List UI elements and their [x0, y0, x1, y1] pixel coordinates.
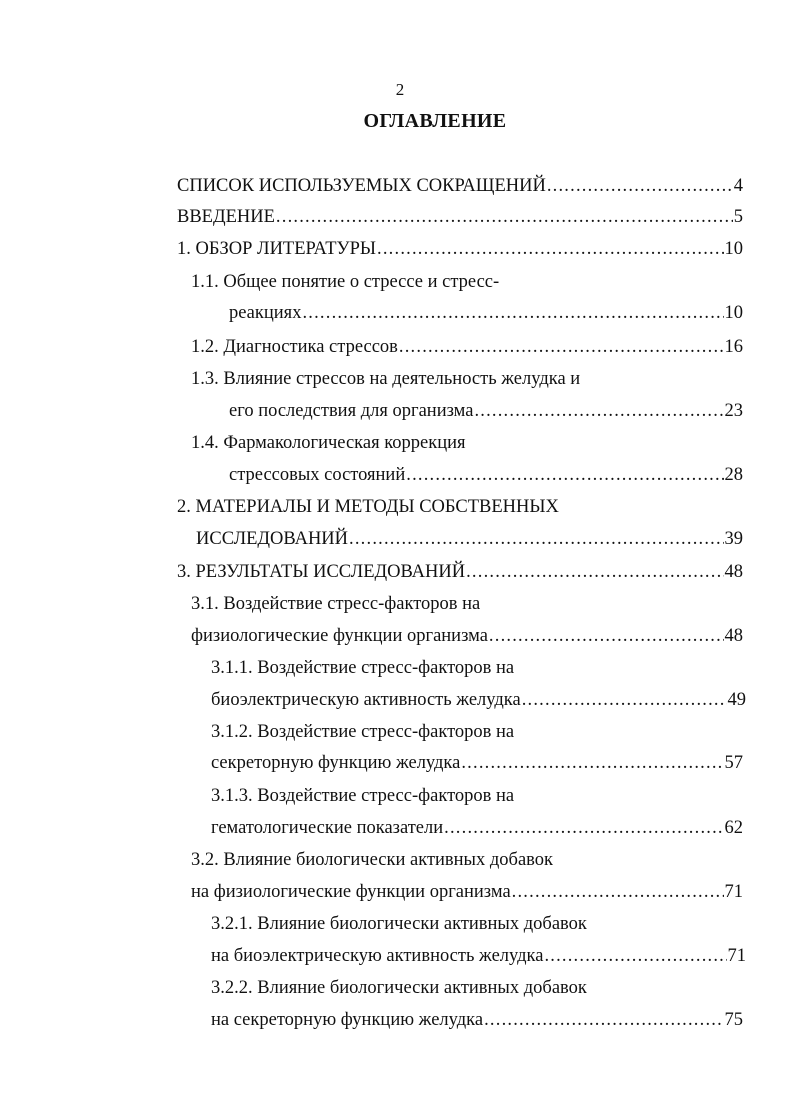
toc-entry-text: реакциях [229, 303, 302, 323]
toc-leader-dots [483, 1007, 723, 1033]
toc-entry-text: ИССЛЕДОВАНИЙ [196, 529, 349, 549]
toc-entry-3-1 [191, 623, 743, 649]
toc-entry-1-4 [229, 462, 743, 488]
toc-leader-dots [348, 526, 723, 552]
toc-entry-3-2-1 [211, 943, 746, 969]
page-title: ОГЛАВЛЕНИЕ [363, 110, 507, 132]
toc-leader-dots [443, 815, 723, 841]
toc-entry-text: ВВЕДЕНИЕ [177, 207, 275, 227]
toc-page-number: 39 [724, 529, 743, 549]
toc-entry-text: на биоэлектрическую активность желудка [211, 946, 544, 966]
page-number: 2 [395, 80, 405, 99]
toc-entry-3-1-1-line1: 3.1.1. Воздействие стресс-факторов на [211, 658, 515, 678]
toc-page-number: 49 [727, 690, 746, 710]
toc-leader-dots [521, 687, 727, 713]
toc-entry-3-2-line1: 3.2. Влияние биологически активных добавок [191, 850, 553, 870]
toc-entry-text: гематологические показатели [211, 818, 444, 838]
toc-entry-3-2-2 [211, 1007, 743, 1033]
toc-entry-text: биоэлектрическую активность желудка [211, 690, 521, 710]
toc-page-number: 16 [724, 337, 743, 357]
toc-leader-dots [511, 879, 724, 905]
toc-entry-chapter-2-line1: 2. МАТЕРИАЛЫ И МЕТОДЫ СОБСТВЕННЫХ [177, 497, 559, 517]
toc-entry-1-3 [229, 398, 743, 424]
toc-entry-3-1-1 [211, 687, 746, 713]
toc-entry-3-1-2-line1: 3.1.2. Воздействие стресс-факторов на [211, 722, 515, 742]
toc-entry-text: 3. РЕЗУЛЬТАТЫ ИССЛЕДОВАНИЙ [177, 562, 466, 582]
toc-entry-text: СПИСОК ИСПОЛЬЗУЕМЫХ СОКРАЩЕНИЙ [177, 176, 546, 196]
toc-page-number: 10 [724, 239, 743, 259]
toc-page-number: 10 [724, 303, 743, 323]
toc-leader-dots [488, 623, 724, 649]
toc-entry-3-1-3 [211, 815, 743, 841]
toc-entry-chapter-3 [177, 559, 743, 585]
toc-page-number: 23 [724, 401, 743, 421]
toc-entry-text: секреторную функцию желудка [211, 753, 461, 773]
toc-entry-text: 1. ОБЗОР ЛИТЕРАТУРЫ [177, 239, 377, 259]
toc-leader-dots [376, 236, 723, 262]
toc-leader-dots [543, 943, 726, 969]
toc-leader-dots [546, 173, 733, 199]
toc-entry-3-1-line1: 3.1. Воздействие стресс-факторов на [191, 594, 481, 614]
toc-leader-dots [473, 398, 723, 424]
toc-leader-dots [275, 204, 733, 230]
toc-page-number: 75 [724, 1010, 743, 1030]
toc-page-number: 71 [727, 946, 746, 966]
toc-page-number: 57 [724, 753, 743, 773]
toc-entry-1-3-line1: 1.3. Влияние стрессов на деятельность желудка и [191, 369, 581, 389]
toc-entry-text: стрессовых состояний [229, 465, 406, 485]
toc-entry-introduction [177, 204, 743, 230]
toc-entry-1-4-line1: 1.4. Фармакологическая коррекция [191, 433, 466, 453]
toc-leader-dots [405, 462, 723, 488]
toc-page-number: 28 [724, 465, 743, 485]
toc-leader-dots [460, 750, 723, 776]
toc-entry-chapter-1 [177, 236, 743, 262]
toc-entry-text: его последствия для организма [229, 401, 474, 421]
toc-entry-chapter-2 [196, 526, 743, 552]
toc-entry-3-1-2 [211, 750, 743, 776]
toc-entry-abbreviations [177, 173, 743, 199]
toc-entry-text: физиологические функции организма [191, 626, 488, 646]
toc-page-number: 71 [724, 882, 743, 902]
toc-page-number: 48 [724, 562, 743, 582]
toc-page-number: 4 [733, 176, 743, 196]
toc-entry-text: на физиологические функции организма [191, 882, 511, 902]
toc-leader-dots [398, 334, 724, 360]
toc-page-number: 5 [733, 207, 743, 227]
toc-leader-dots [301, 300, 723, 326]
toc-entry-3-2-2-line1: 3.2.2. Влияние биологически активных добавок [211, 978, 587, 998]
toc-page-number: 62 [724, 818, 743, 838]
toc-entry-1-2 [191, 334, 743, 360]
toc-entry-3-1-3-line1: 3.1.3. Воздействие стресс-факторов на [211, 786, 515, 806]
toc-entry-text: 1.2. Диагностика стрессов [191, 337, 398, 357]
toc-entry-1-1 [229, 300, 743, 326]
toc-entry-text: на секреторную функцию желудка [211, 1010, 484, 1030]
toc-page-number: 48 [724, 626, 743, 646]
toc-entry-3-2 [191, 879, 743, 905]
toc-entry-1-1-line1: 1.1. Общее понятие о стрессе и стресс- [191, 272, 500, 292]
toc-leader-dots [465, 559, 723, 585]
toc-entry-3-2-1-line1: 3.2.1. Влияние биологически активных добавок [211, 914, 587, 934]
